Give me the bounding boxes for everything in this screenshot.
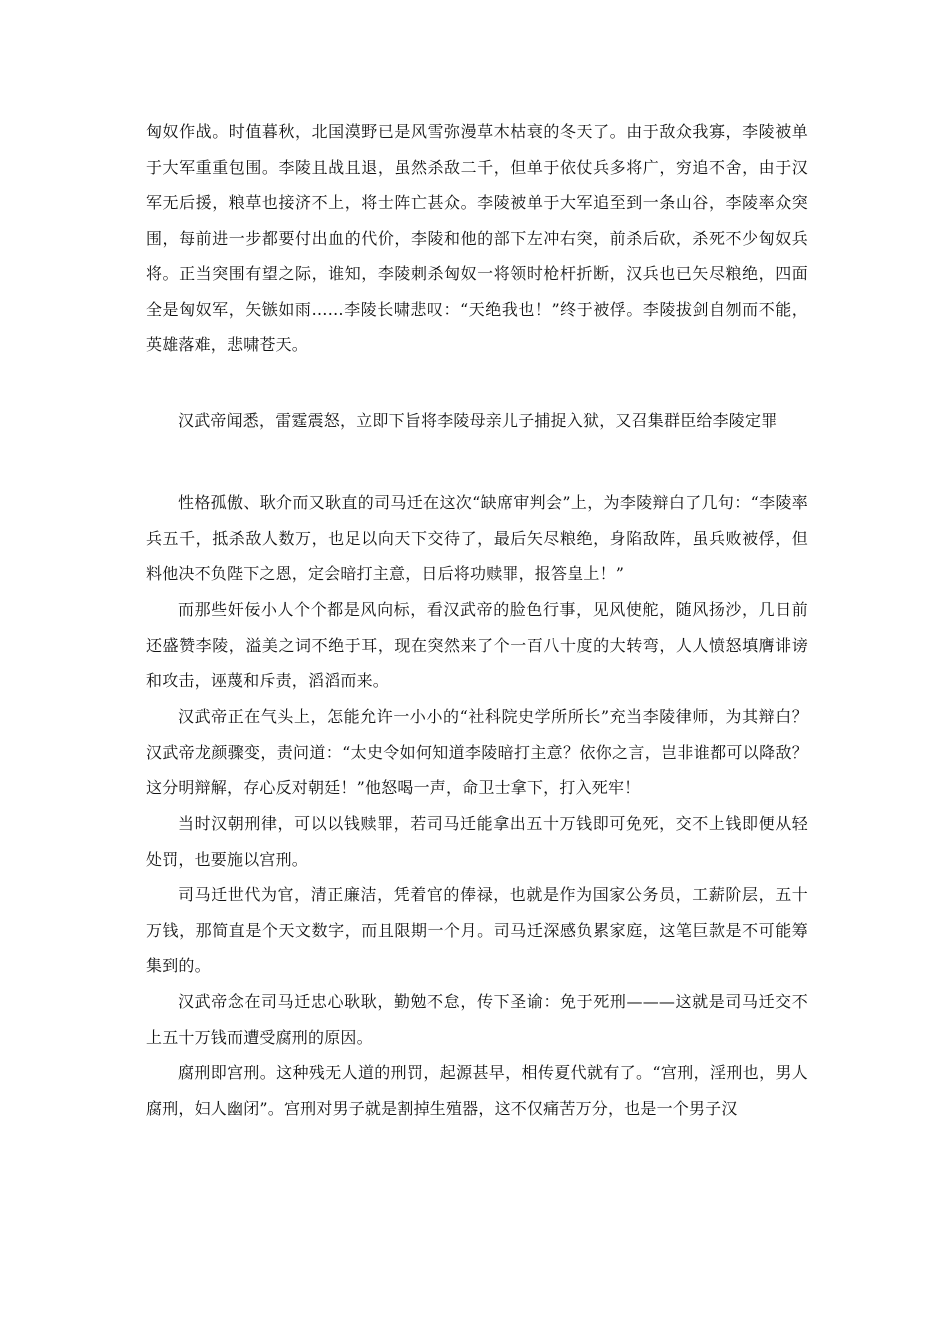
paragraph-sima-qian-defense: 性格孤傲、耿介而又耿直的司马迁在这次“缺席审判会”上，为李陵辩白了几句：“李陵率兵五千，抵杀敌人数万，也足以向天下交待了，最后矢尽粮绝，身陷敌阵，虽兵败被俘，但料他决不负陛下之恩，定会暗打主意，日后将功赎罪，报答皇上！” xyxy=(146,493,808,583)
paragraph-imperial-edict: 汉武帝念在司马迁忠心耿耿，勤勉不怠，传下圣谕：免于死刑———这就是司马迁交不上五十万钱而遭受腐刑的原因。 xyxy=(146,992,808,1047)
paragraph-emperor-anger: 汉武帝闻悉，雷霆震怒，立即下旨将李陵母亲儿子捕捉入狱，又召集群臣给李陵定罪 xyxy=(178,411,778,430)
paragraph-sima-qian-poverty: 司马迁世代为官，清正廉洁，凭着官的俸禄，也就是作为国家公务员，工薪阶层，五十万钱，那简直是个天文数字，而且限期一个月。司马迁深感负累家庭，这笔巨款是不可能筹集到的。 xyxy=(146,885,808,975)
paragraph-castration-penalty: 腐刑即宫刑。这种残无人道的刑罚，起源甚早，相传夏代就有了。“宫刑，淫刑也，男人腐刑，妇人幽闭”。宫刑对男子就是割掉生殖器，这不仅痛苦万分，也是一个男子汉 xyxy=(146,1063,808,1118)
paragraph-han-law: 当时汉朝刑律，可以以钱赎罪，若司马迁能拿出五十万钱即可免死，交不上钱即便从轻处罚，也要施以宫刑。 xyxy=(146,814,808,869)
paragraph-flatterers: 而那些奸佞小人个个都是风向标，看汉武帝的脸色行事，见风使舵，随风扬沙，几日前还盛赞李陵，溢美之词不绝于耳，现在突然来了个一百八十度的大转弯，人人愤怒填膺诽谤和攻击，诬蔑和斥责，滔滔而来。 xyxy=(146,600,808,690)
paragraph-li-ling-battle: 匈奴作战。时值暮秋，北国漠野已是风雪弥漫草木枯衰的冬天了。由于敌众我寡，李陵被单于大军重重包围。李陵且战且退，虽然杀敌二千，但单于依仗兵多将广，穷追不舍，由于汉军无后援，粮草也接济不上，将士阵亡甚众。李陵被单于大军追至到一条山谷，李陵率众突围，每前进一步都要付出血的代价，李陵和他的部下左冲右突，前杀后砍，杀死不少匈奴兵将。正当突围有望之际，谁知，李陵刺杀匈奴一将领时枪杆折断，汉兵也已矢尽粮绝，四面全是匈奴军，矢镞如雨……李陵长啸悲叹：“天绝我也！”终于被俘。李陵拔剑自刎而不能，英雄落难，悲啸苍天。 xyxy=(146,122,808,354)
paragraph-emperor-rebuke: 汉武帝正在气头上，怎能允许一小小的“社科院史学所所长”充当李陵律师，为其辩白？汉武帝龙颜骤变，责问道：“太史令如何知道李陵暗打主意？依你之言，岂非谁都可以降敌？这分明辩解，存心反对朝廷！”他怒喝一声，命卫士拿下，打入死牢！ xyxy=(146,707,808,797)
document-page xyxy=(146,0,808,1344)
